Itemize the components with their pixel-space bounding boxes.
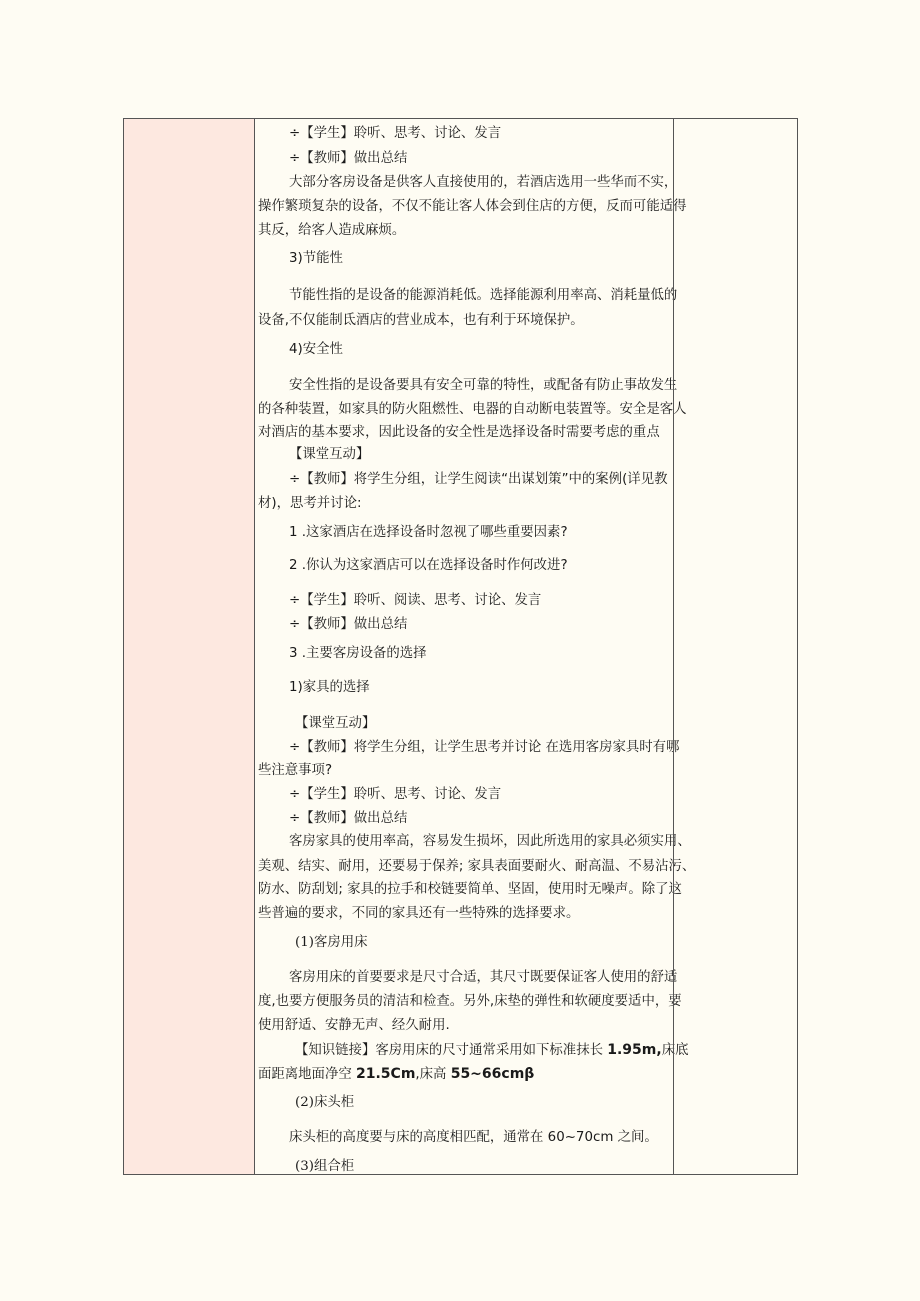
text-line: 节能性指的是设备的能源消耗低。选择能源利用率高、消耗量低的 xyxy=(289,288,678,303)
section-label: 【课堂互动】 xyxy=(289,447,370,462)
left-column-cell xyxy=(124,119,255,1174)
right-column-cell xyxy=(673,119,797,1174)
section-heading: 3)节能性 xyxy=(289,251,343,266)
text-line: ÷【教师】做出总结 xyxy=(289,617,408,632)
text-span: 床底 xyxy=(661,1043,689,1058)
text-line: 设备,不仅能制氐酒店的营业成本，也有利于环境保护。 xyxy=(258,313,584,328)
text-line: 些注意事项? xyxy=(258,763,333,778)
text-line: 床头柜的高度要与床的高度相匹配，通常在 60~70cm 之间。 xyxy=(289,1130,658,1145)
lesson-table xyxy=(123,118,798,1175)
section-heading: 4)安全性 xyxy=(289,342,343,357)
sub-heading: (2)床头柜 xyxy=(295,1095,355,1110)
sub-heading: (3)组合柜 xyxy=(295,1159,355,1174)
text-line: ÷【教师】将学生分组，让学生思考并讨论 在选用客房家具时有哪 xyxy=(289,740,680,755)
text-line: 其反，给客人造成麻烦。 xyxy=(258,223,406,238)
text-span: 面距离地面净空 xyxy=(258,1067,356,1082)
text-line: 美观、结实、耐用，还要易于保养; 家具表面要耐火、耐高温、不易沾污、 xyxy=(258,859,696,874)
text-line: 度,也要方便服务员的清洁和检查。另外,床垫的弹性和软硬度要适中，要 xyxy=(258,994,682,1009)
question-item: 1 .这家酒店在选择设备时忽视了哪些重要因素? xyxy=(289,525,568,540)
text-line: ÷【教师】将学生分组，让学生阅读“出谋划策”中的案例(详见教 xyxy=(289,472,668,487)
text-span: 【知识链接】客房用床的尺寸通常采用如下标准抹长 xyxy=(295,1043,608,1058)
bold-measure: 55~66cmβ xyxy=(450,1066,535,1082)
text-line: ÷【教师】做出总结 xyxy=(289,151,408,166)
text-line: 客房用床的首要要求是尺寸合适，其尺寸既要保证客人使用的舒适 xyxy=(289,970,678,985)
knowledge-link xyxy=(295,1041,688,1060)
text-line: 操作繁琐复杂的设备，不仅不能让客人体会到住店的方便，反而可能适得 xyxy=(258,199,687,214)
section-label: 【课堂互动】 xyxy=(295,716,376,731)
text-span: ,床高 xyxy=(415,1067,451,1082)
text-line: ÷【学生】聆听、思考、讨论、发言 xyxy=(289,787,502,802)
bold-measure: 21.5Cm xyxy=(356,1066,416,1082)
text-line: ÷【学生】聆听、思考、讨论、发言 xyxy=(289,126,502,141)
text-line: 使用舒适、安静无声、经久耐用. xyxy=(258,1018,450,1033)
text-line: 安全性指的是设备要具有安全可靠的特性，或配备有防止事故发生 xyxy=(289,378,678,393)
section-heading: 1)家具的选择 xyxy=(289,680,370,695)
bold-measure: 1.95m, xyxy=(607,1042,662,1058)
text-line: 材)，思考并讨论: xyxy=(258,496,362,511)
section-heading: 3 .主要客房设备的选择 xyxy=(289,646,427,661)
content-column-cell xyxy=(255,119,696,1174)
text-line: 的各种装置，如家具的防火阻燃性、电器的自动断电装置等。安全是客人 xyxy=(258,402,687,417)
text-line: ÷【学生】聆听、阅读、思考、讨论、发言 xyxy=(289,593,542,608)
text-line: 客房家具的使用率高，容易发生损坏，因此所选用的家具必须实用、 xyxy=(289,834,691,849)
text-line: 防水、防刮划; 家具的拉手和校链要简单、坚固，使用时无噪声。除了这 xyxy=(258,882,682,897)
knowledge-link xyxy=(258,1065,534,1084)
text-line: 些普遍的要求，不同的家具还有一些特殊的选择要求。 xyxy=(258,906,580,921)
text-line: ÷【教师】做出总结 xyxy=(289,811,408,826)
sub-heading: (1)客房用床 xyxy=(295,935,368,950)
text-line: 大部分客房设备是供客人直接使用的，若酒店选用一些华而不实， xyxy=(289,175,678,190)
text-line: 对酒店的基本要求，因此设备的安全性是选择设备时需要考虑的重点 xyxy=(258,425,660,440)
question-item: 2 .你认为这家酒店可以在选择设备时作何改进? xyxy=(289,558,568,573)
